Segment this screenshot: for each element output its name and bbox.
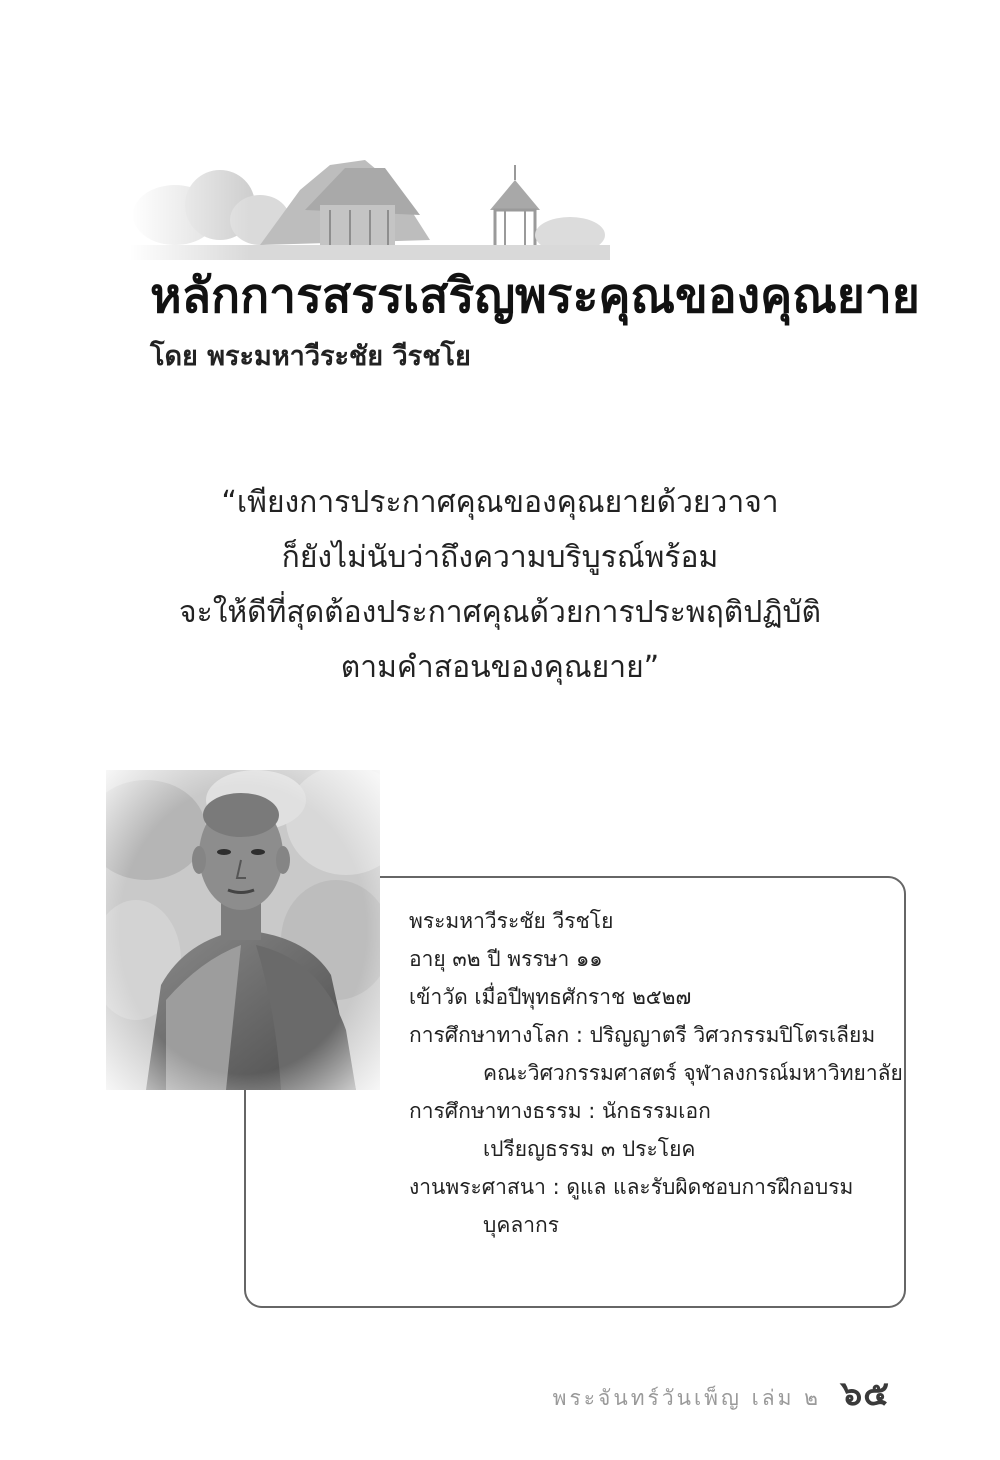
page-footer bbox=[553, 1366, 890, 1420]
publication-title: พระจันทร์วันเพ็ญ เล่ม ๒ bbox=[552, 1386, 821, 1410]
quote-line: “เพียงการประกาศคุณของคุณยายด้วยวาจา bbox=[221, 485, 779, 520]
pull-quote bbox=[100, 475, 900, 695]
bio-dhamma-education-cont: เปรียญธรรม ๓ ประโยค bbox=[483, 1137, 696, 1161]
bio-entered: เข้าวัด เมื่อปีพุทธศักราช ๒๕๒๗ bbox=[409, 985, 692, 1009]
quote-line: จะให้ดีที่สุดต้องประกาศคุณด้วยการประพฤติปฏิบัติ bbox=[179, 595, 821, 630]
temple-banner-illustration bbox=[130, 150, 610, 260]
quote-line: ก็ยังไม่นับว่าถึงความบริบูรณ์พร้อม bbox=[281, 540, 719, 575]
bio-name: พระมหาวีระชัย วีรชโย bbox=[409, 909, 614, 933]
bio-secular-education: การศึกษาทางโลก : ปริญญาตรี วิศวกรรมปิโตรเลียม bbox=[409, 1023, 876, 1047]
bio-secular-education-cont: คณะวิศวกรรมศาสตร์ จุฬาลงกรณ์มหาวิทยาลัย bbox=[483, 1061, 903, 1085]
bio-duty-cont: บุคลากร bbox=[483, 1213, 560, 1237]
page-number: ๖๕ bbox=[840, 1374, 890, 1414]
bio-duty: งานพระศาสนา : ดูแล และรับผิดชอบการฝึกอบรม bbox=[409, 1175, 854, 1199]
author-byline: โดย พระมหาวีระชัย วีรชโย bbox=[150, 341, 471, 372]
author-bio bbox=[409, 902, 903, 1244]
bio-dhamma-education: การศึกษาทางธรรม : นักธรรมเอก bbox=[409, 1099, 711, 1123]
quote-line: ตามคำสอนของคุณยาย” bbox=[340, 650, 660, 685]
author-photo bbox=[106, 770, 380, 1090]
bio-age: อายุ ๓๒ ปี พรรษา ๑๑ bbox=[409, 947, 603, 971]
article-title: หลักการสรรเสริญพระคุณของคุณยาย bbox=[150, 268, 920, 324]
